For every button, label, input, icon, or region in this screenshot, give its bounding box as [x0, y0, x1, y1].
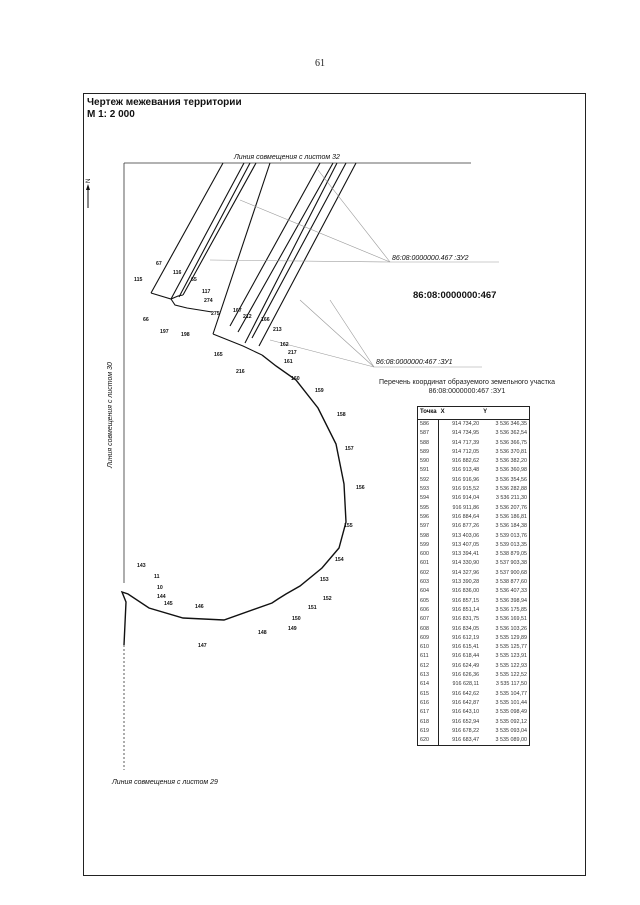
cell-point: 618	[418, 718, 439, 727]
cell-point: 601	[418, 559, 439, 568]
table-row	[418, 671, 530, 680]
cell-y: 3 536 366,75	[495, 439, 527, 446]
table-row	[418, 569, 530, 578]
cell-x: 916 877,26	[452, 523, 480, 530]
cell-y: 3 536 407,33	[495, 588, 527, 595]
point-label: 145	[164, 601, 173, 607]
cell-x: 916 913,48	[452, 467, 480, 474]
point-label: 159	[315, 388, 324, 394]
table-row	[418, 420, 530, 430]
cell-y: 3 536 207,76	[495, 504, 527, 511]
cell-point: 606	[418, 606, 439, 615]
cell-point: 611	[418, 652, 439, 661]
cell-point: 597	[418, 522, 439, 531]
point-label: 151	[308, 605, 317, 611]
point-label: 165	[214, 352, 223, 358]
cell-y: 3 536 211,30	[495, 495, 527, 502]
cell-y: 3 537 900,68	[495, 569, 527, 576]
cell-y: 3 536 354,56	[495, 476, 527, 483]
point-label: 10	[157, 585, 163, 591]
point-label: 160	[291, 376, 300, 382]
cell-y: 3 536 346,35	[495, 421, 527, 427]
table-row	[418, 615, 530, 624]
cell-y: 3 535 104,77	[495, 690, 527, 697]
table-row	[418, 541, 530, 550]
parcel-boundary-zu1	[122, 355, 346, 645]
cell-y: 3 536 370,81	[495, 448, 527, 455]
cell-x: 916 626,36	[452, 672, 480, 679]
cell-point: 589	[418, 448, 439, 457]
point-label: 154	[335, 557, 344, 563]
table-row	[418, 457, 530, 466]
table-row	[418, 736, 530, 746]
cell-point: 591	[418, 466, 439, 475]
point-label: 66	[143, 317, 149, 323]
cell-point: 590	[418, 457, 439, 466]
cell-point: 615	[418, 690, 439, 699]
cell-x: 916 612,19	[452, 634, 480, 641]
cell-point: 612	[418, 662, 439, 671]
column-header-point: Точка	[418, 407, 439, 420]
cell-y: 3 535 101,44	[495, 699, 527, 706]
cell-x: 916 882,62	[452, 458, 480, 465]
table-row	[418, 680, 530, 689]
point-label: 65	[191, 277, 197, 283]
leader-lines	[210, 170, 499, 367]
point-label: 143	[137, 563, 146, 569]
table-row	[418, 448, 530, 457]
point-label: 217	[288, 350, 297, 356]
point-label: 158	[337, 412, 346, 418]
cell-y: 3 539 013,76	[495, 532, 527, 539]
point-label: 157	[345, 446, 354, 452]
table-row	[418, 504, 530, 513]
cell-point: 608	[418, 625, 439, 634]
cadastral-block-label: 86:08:0000000:467	[413, 290, 497, 301]
point-label: 117	[202, 289, 211, 295]
cell-point: 620	[418, 736, 439, 746]
point-label: 11	[154, 574, 160, 580]
table-row	[418, 727, 530, 736]
cell-x: 916 915,52	[452, 486, 480, 493]
point-label: 212	[243, 314, 252, 320]
zu2-label: 86:08:0000000.467 :ЗУ2	[392, 255, 469, 262]
cell-point: 617	[418, 708, 439, 717]
cell-y: 3 535 123,91	[495, 653, 527, 660]
cell-y: 3 535 117,50	[495, 681, 527, 688]
cell-x: 916 652,94	[452, 718, 480, 725]
cell-y: 3 536 184,38	[495, 523, 527, 530]
cell-x: 916 678,22	[452, 727, 480, 734]
cell-y: 3 536 360,98	[495, 467, 527, 474]
point-label: 147	[198, 643, 207, 649]
point-label: 146	[195, 604, 204, 610]
cell-x: 914 734,20	[452, 421, 480, 427]
cell-point: 602	[418, 569, 439, 578]
sheet-left-label: Линия совмещения с листом 30	[107, 362, 114, 468]
cell-y: 3 536 398,94	[495, 597, 527, 604]
point-label: 197	[160, 329, 169, 335]
cell-point: 586	[418, 420, 439, 430]
point-label: 216	[236, 369, 245, 375]
table-row	[418, 708, 530, 717]
cell-point: 604	[418, 587, 439, 596]
cell-y: 3 536 362,54	[495, 430, 527, 437]
coordinates-caption: Перечень координат образуемого земельного участка 86:08:0000000:467 :ЗУ1	[379, 379, 555, 395]
cell-x: 913 407,05	[452, 541, 480, 548]
cell-point: 605	[418, 597, 439, 606]
point-label: 67	[156, 261, 162, 267]
cell-x: 914 717,39	[452, 439, 480, 446]
point-label: 213	[273, 327, 282, 333]
table-row	[418, 532, 530, 541]
table-row	[418, 578, 530, 587]
table-row	[418, 718, 530, 727]
cell-point: 619	[418, 727, 439, 736]
cell-point: 599	[418, 541, 439, 550]
cell-y: 3 536 186,81	[495, 513, 527, 520]
cell-y: 3 535 089,00	[495, 737, 527, 744]
point-label: 150	[292, 616, 301, 622]
table-row	[418, 606, 530, 615]
cell-x: 914 327,96	[452, 569, 480, 576]
cell-y: 3 538 879,05	[495, 551, 527, 558]
point-label: 161	[284, 359, 293, 365]
column-header-y: Y	[481, 407, 529, 420]
point-label: 198	[181, 332, 190, 338]
point-label: 156	[356, 485, 365, 491]
cell-x: 916 834,05	[452, 625, 480, 632]
point-label: 167	[233, 308, 242, 314]
point-label: 115	[134, 277, 143, 283]
cell-point: 595	[418, 504, 439, 513]
cell-point: 613	[418, 671, 439, 680]
cell-x: 913 390,28	[452, 579, 480, 586]
column-header-x: X	[439, 407, 482, 420]
sheet-bottom-label: Линия совмещения с листом 29	[112, 779, 218, 786]
cell-y: 3 535 122,52	[495, 672, 527, 679]
table-row	[418, 494, 530, 503]
table-row	[418, 662, 530, 671]
table-row	[418, 690, 530, 699]
cell-point: 592	[418, 476, 439, 485]
cell-y: 3 535 092,12	[495, 718, 527, 725]
cell-x: 916 911,86	[452, 504, 480, 511]
table-row	[418, 513, 530, 522]
cell-point: 594	[418, 494, 439, 503]
cell-point: 598	[418, 532, 439, 541]
point-label: 144	[157, 594, 166, 600]
cell-x: 916 628,11	[452, 681, 480, 688]
table-row	[418, 476, 530, 485]
point-label: 116	[173, 270, 182, 276]
table-row	[418, 439, 530, 448]
cell-point: 614	[418, 680, 439, 689]
cell-y: 3 536 382,20	[495, 458, 527, 465]
table-row	[418, 466, 530, 475]
table-row	[418, 587, 530, 596]
cell-y: 3 535 129,89	[495, 634, 527, 641]
cell-point: 603	[418, 578, 439, 587]
cell-x: 916 624,49	[452, 662, 480, 669]
table-row	[418, 634, 530, 643]
cell-x: 916 831,75	[452, 616, 480, 623]
coordinates-table	[417, 406, 530, 746]
cell-x: 916 615,41	[452, 644, 480, 651]
cell-x: 913 403,06	[452, 532, 480, 539]
point-label: 153	[320, 577, 329, 583]
cell-y: 3 536 175,85	[495, 606, 527, 613]
point-label: 162	[280, 342, 289, 348]
cell-point: 588	[418, 439, 439, 448]
cell-x: 916 836,00	[452, 588, 480, 595]
point-label: 149	[288, 626, 297, 632]
title-line: Чертеж межевания территории	[87, 97, 242, 108]
cell-point: 593	[418, 485, 439, 494]
cell-x: 916 851,14	[452, 606, 480, 613]
table-row	[418, 550, 530, 559]
coordinates-table-body	[418, 420, 530, 746]
cell-point: 600	[418, 550, 439, 559]
cell-x: 916 618,44	[452, 653, 480, 660]
north-label: N	[86, 178, 92, 183]
cell-x: 914 330,90	[452, 560, 480, 567]
point-label: 166	[261, 317, 270, 323]
cell-point: 610	[418, 643, 439, 652]
cell-y: 3 536 103,26	[495, 625, 527, 632]
cell-x: 914 712,05	[452, 448, 480, 455]
sheet-top-label: Линия совмещения с листом 32	[234, 154, 340, 161]
cell-y: 3 535 098,49	[495, 709, 527, 716]
cell-point: 587	[418, 429, 439, 438]
cell-point: 616	[418, 699, 439, 708]
cell-x: 916 884,64	[452, 513, 480, 520]
cell-y: 3 538 877,60	[495, 579, 527, 586]
table-row	[418, 699, 530, 708]
table-row	[418, 559, 530, 568]
point-label: 274	[204, 298, 213, 304]
zu1-label: 86:08:0000000:467 :ЗУ1	[376, 359, 453, 366]
cell-y: 3 537 903,38	[495, 560, 527, 567]
cell-point: 609	[418, 634, 439, 643]
cell-x: 916 642,62	[452, 690, 480, 697]
table-header-row	[418, 407, 530, 420]
table-row	[418, 652, 530, 661]
point-label: 275	[211, 311, 220, 317]
point-label: 148	[258, 630, 267, 636]
cell-y: 3 536 169,51	[495, 616, 527, 623]
cell-y: 3 535 093,04	[495, 727, 527, 734]
cell-point: 596	[418, 513, 439, 522]
cell-x: 916 857,15	[452, 597, 480, 604]
cell-y: 3 535 125,77	[495, 644, 527, 651]
cell-y: 3 539 013,35	[495, 541, 527, 548]
north-arrow-icon	[86, 179, 92, 208]
cell-x: 913 394,41	[452, 551, 480, 558]
table-row	[418, 625, 530, 634]
cell-x: 916 643,10	[452, 709, 480, 716]
point-label: 155	[344, 523, 353, 529]
table-row	[418, 597, 530, 606]
cell-x: 914 734,95	[452, 430, 480, 437]
cell-y: 3 536 282,88	[495, 486, 527, 493]
cell-y: 3 535 122,93	[495, 662, 527, 669]
cell-point: 607	[418, 615, 439, 624]
point-label: 152	[323, 596, 332, 602]
cell-x: 916 683,47	[452, 737, 480, 744]
cell-x: 916 642,87	[452, 699, 480, 706]
cell-x: 916 916,96	[452, 476, 480, 483]
table-row	[418, 643, 530, 652]
table-row	[418, 485, 530, 494]
table-row	[418, 522, 530, 531]
cell-x: 916 914,04	[452, 495, 480, 502]
table-row	[418, 429, 530, 438]
scale-label: М 1: 2 000	[87, 109, 135, 120]
page-number: 61	[315, 58, 325, 69]
